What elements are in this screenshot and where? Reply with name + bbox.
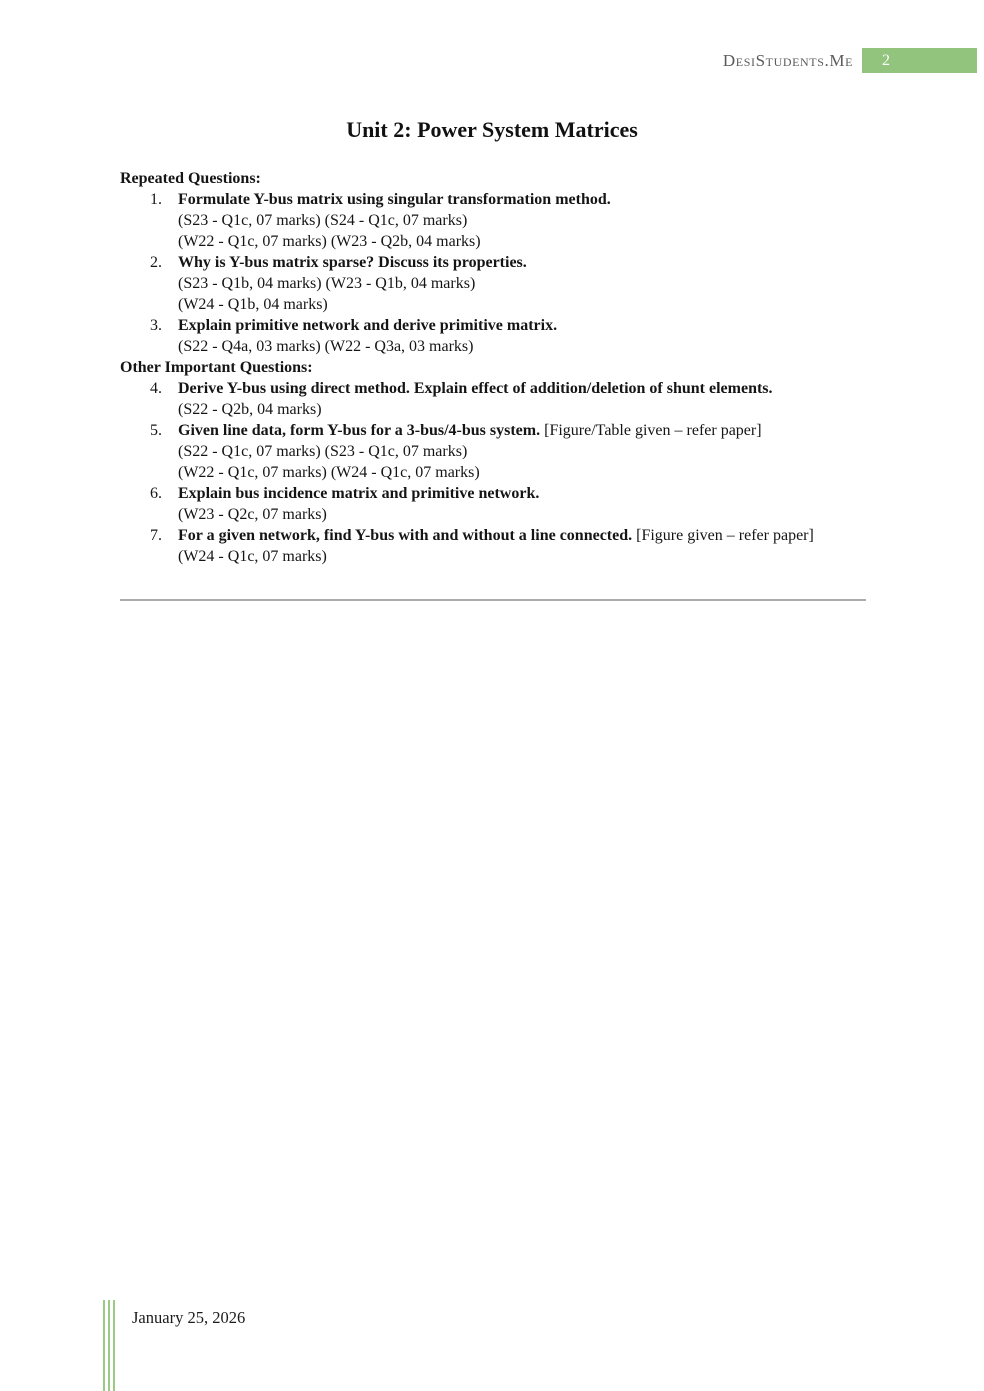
question-text: Formulate Y-bus matrix using singular transformation method. — [178, 191, 611, 208]
question-item — [120, 420, 866, 483]
marks-line: (W24 - Q1b, 04 marks) — [178, 296, 328, 313]
item-body — [178, 189, 866, 252]
section-heading-other-important: Other Important Questions: — [120, 359, 313, 376]
item-number: 5. — [150, 422, 162, 439]
question-item — [120, 189, 866, 252]
footer-date: January 25, 2026 — [132, 1308, 246, 1327]
section-divider — [120, 599, 866, 601]
question-list — [120, 168, 866, 567]
page-title: Unit 2: Power System Matrices — [346, 117, 638, 142]
question-item — [120, 483, 866, 525]
marks-line: (W22 - Q1c, 07 marks) (W23 - Q2b, 04 marks) — [178, 233, 481, 250]
question-text: For a given network, find Y-bus with and without a line connected. — [178, 527, 633, 544]
marks-line: (S22 - Q2b, 04 marks) — [178, 401, 322, 418]
marks-line: (S23 - Q1c, 07 marks) (S24 - Q1c, 07 marks) — [178, 212, 468, 229]
item-number: 7. — [150, 527, 162, 544]
question-text: Explain primitive network and derive primitive matrix. — [178, 317, 558, 334]
item-body — [178, 378, 866, 420]
page-footer — [103, 1300, 245, 1391]
question-note: [Figure given – refer paper] — [636, 527, 814, 544]
marks-line: (S22 - Q1c, 07 marks) (S23 - Q1c, 07 marks) — [178, 443, 468, 460]
question-line — [178, 483, 866, 504]
page-header — [723, 48, 984, 73]
marks-line: (W24 - Q1c, 07 marks) — [178, 548, 327, 565]
marks-line: (W23 - Q2c, 07 marks) — [178, 506, 327, 523]
item-number: 2. — [150, 254, 162, 271]
question-text: Why is Y-bus matrix sparse? Discuss its properties. — [178, 254, 527, 271]
question-item — [120, 525, 866, 567]
question-line — [178, 315, 866, 336]
item-body — [178, 525, 866, 567]
question-item — [120, 315, 866, 357]
question-line — [178, 420, 866, 441]
question-line — [178, 378, 866, 399]
item-body — [178, 252, 866, 315]
question-line — [178, 252, 866, 273]
question-line — [178, 525, 866, 546]
section-heading-repeated: Repeated Questions: — [120, 170, 261, 187]
item-body — [178, 315, 866, 357]
item-number: 4. — [150, 380, 162, 397]
page-number-badge: 2 — [862, 48, 977, 73]
marks-line: (S23 - Q1b, 04 marks) (W23 - Q1b, 04 marks) — [178, 275, 476, 292]
marks-line: (S22 - Q4a, 03 marks) (W22 - Q3a, 03 marks) — [178, 338, 474, 355]
green-accent-bars — [103, 1300, 115, 1391]
item-body — [178, 483, 866, 525]
question-text: Given line data, form Y-bus for a 3-bus/4-bus system. — [178, 422, 541, 439]
marks-line: (W22 - Q1c, 07 marks) (W24 - Q1c, 07 marks) — [178, 464, 480, 481]
item-body — [178, 420, 866, 483]
question-text: Explain bus incidence matrix and primitive network. — [178, 485, 540, 502]
item-number: 3. — [150, 317, 162, 334]
item-number: 6. — [150, 485, 162, 502]
question-item — [120, 252, 866, 315]
question-line — [178, 189, 866, 210]
question-text: Derive Y-bus using direct method. Explain effect of addition/deletion of shunt elements. — [178, 380, 773, 397]
question-item — [120, 378, 866, 420]
item-number: 1. — [150, 191, 162, 208]
site-name: DesiStudents.Me — [722, 50, 853, 70]
question-note: [Figure/Table given – refer paper] — [544, 422, 762, 439]
